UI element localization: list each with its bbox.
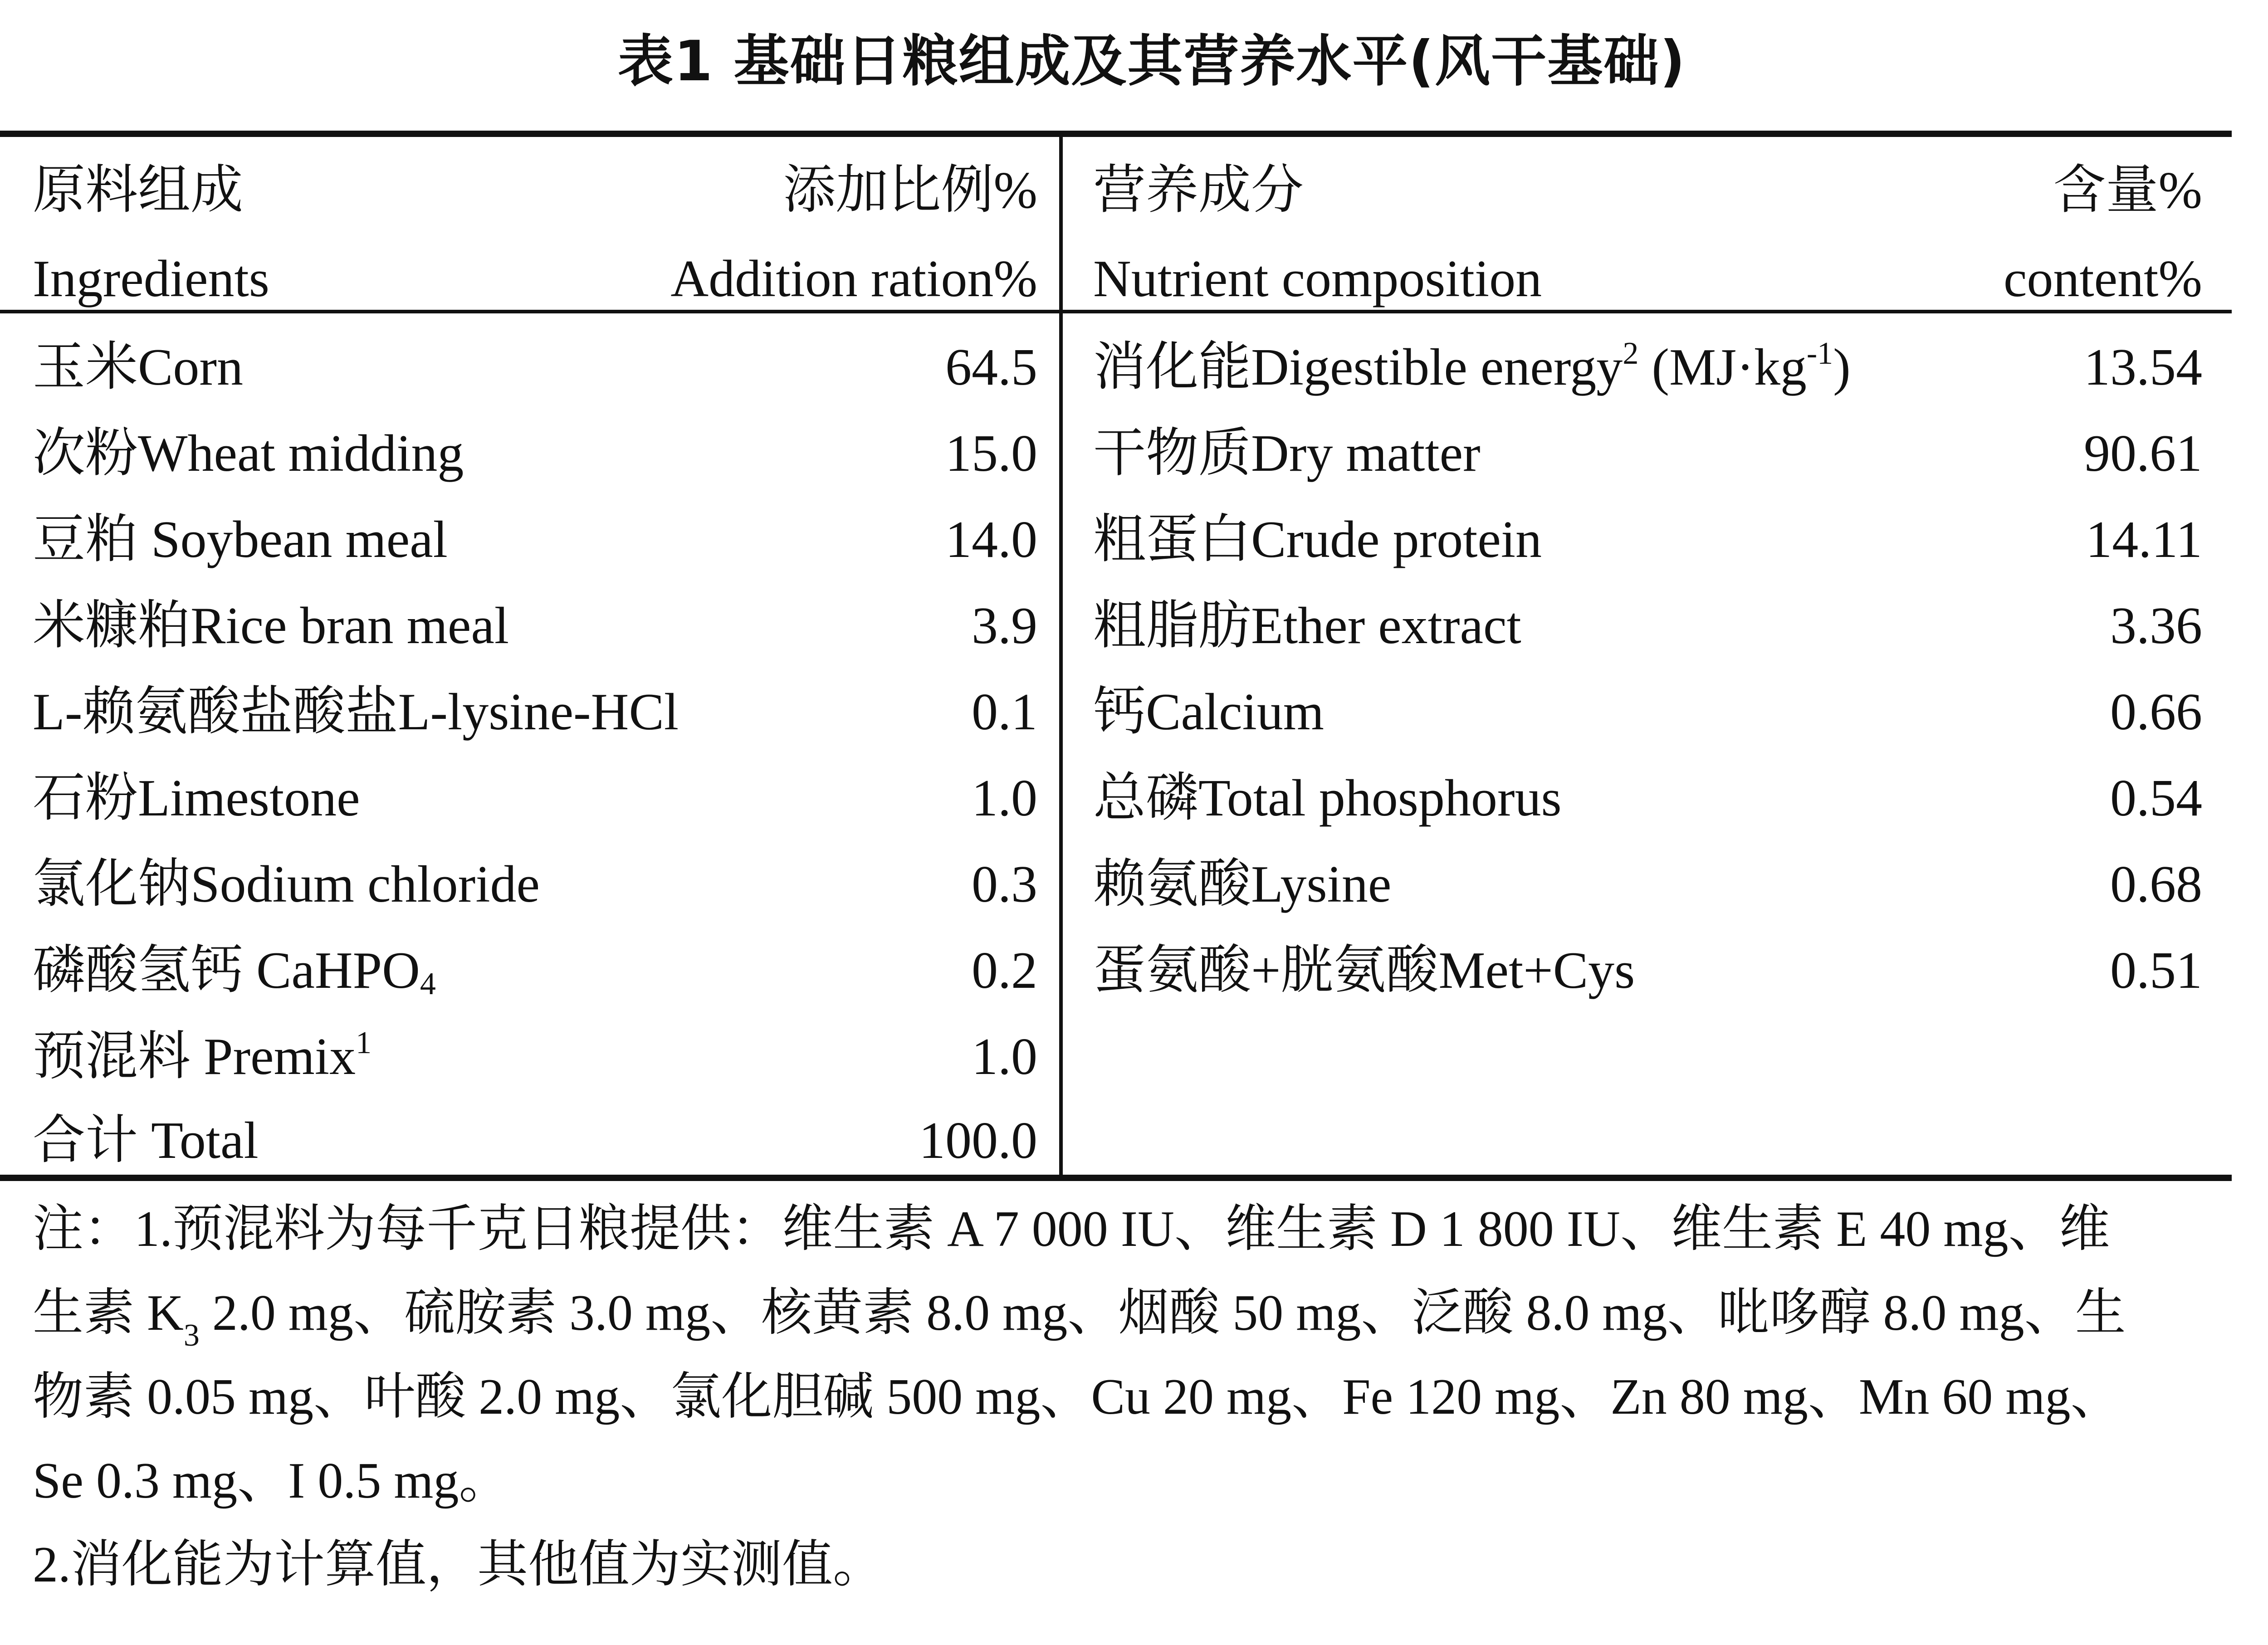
- nutrient-unit: (MJ·kg: [1638, 338, 1807, 396]
- ingredient-name: [33, 937, 436, 1005]
- header-content-en: content%: [2003, 250, 2202, 308]
- header-addition-en: Addition ration%: [670, 250, 1037, 308]
- nutrient-value: 0.66: [2110, 683, 2202, 741]
- note-text: 生素 K: [33, 1285, 184, 1341]
- nutrient-value: 13.54: [2084, 338, 2202, 396]
- subscript: 4: [420, 966, 436, 1001]
- ingredient-name: L-赖氨酸盐酸盐L-lysine-HCl: [33, 683, 679, 741]
- nutrient-name: 粗蛋白Crude protein: [1093, 511, 1542, 569]
- ingredient-value: 15.0: [945, 425, 1037, 483]
- ingredient-name: 豆粕 Soybean meal: [33, 511, 448, 569]
- ingredient-value: 100.0: [919, 1112, 1037, 1170]
- header-content-cn: 含量%: [2053, 161, 2202, 220]
- ingredient-name: 合计 Total: [33, 1112, 259, 1170]
- nutrient-value: 14.11: [2086, 511, 2202, 569]
- nutrient-name: 总磷Total phosphorus: [1093, 769, 1562, 827]
- note-line: [33, 1270, 2268, 1356]
- ingredient-value: 1.0: [972, 769, 1037, 827]
- ingredient-name: 石粉Limestone: [33, 769, 360, 827]
- header-addition-cn: 添加比例%: [783, 161, 1037, 220]
- subscript: 3: [183, 1318, 200, 1353]
- ingredient-name: [33, 1023, 371, 1091]
- ingredient-name-text: 预混料 Premix: [33, 1028, 356, 1086]
- footnote-mark: 2: [1623, 336, 1639, 371]
- nutrient-value: 3.36: [2110, 597, 2202, 655]
- ingredient-value: 0.2: [972, 942, 1037, 1000]
- ingredient-name: 次粉Wheat midding: [33, 425, 464, 483]
- nutrient-value: 0.51: [2110, 942, 2202, 1000]
- ingredient-value: 3.9: [972, 597, 1037, 655]
- ingredient-value: 14.0: [945, 511, 1037, 569]
- header-ingredients-cn: 原料组成: [33, 161, 243, 220]
- nutrient-name: 粗脂肪Ether extract: [1093, 597, 1521, 655]
- ingredient-value: 1.0: [972, 1028, 1037, 1086]
- top-rule: [0, 131, 2232, 137]
- ingredient-name: 米糠粕Rice bran meal: [33, 597, 509, 655]
- header-nutrient-en: Nutrient composition: [1093, 250, 1542, 308]
- footnote-mark: 1: [356, 1025, 372, 1060]
- nutrient-name: 干物质Dry matter: [1093, 425, 1481, 483]
- column-divider: [1059, 137, 1063, 1175]
- note-line: 物素 0.05 mg、叶酸 2.0 mg、氯化胆碱 500 mg、Cu 20 mg、Fe 120 mg、Zn 80 mg、Mn 60 mg、: [33, 1369, 2121, 1425]
- nutrient-name: [1093, 333, 1851, 401]
- nutrient-value: 90.61: [2084, 425, 2202, 483]
- nutrient-name: 赖氨酸Lysine: [1093, 855, 1392, 913]
- bottom-rule: [0, 1175, 2232, 1181]
- note-text: 2.0 mg、硫胺素 3.0 mg、核黄素 8.0 mg、烟酸 50 mg、泛酸 8.0 mg、吡哆醇 8.0 mg、生: [199, 1285, 2126, 1341]
- ingredient-value: 0.3: [972, 855, 1037, 913]
- nutrient-name: 钙Calcium: [1093, 683, 1325, 741]
- note-line: Se 0.3 mg、I 0.5 mg。: [33, 1453, 510, 1509]
- note-line: 2.消化能为计算值，其他值为实测值。: [33, 1537, 884, 1593]
- ingredient-value: 64.5: [945, 338, 1037, 396]
- nutrient-name: 蛋氨酸+胱氨酸Met+Cys: [1093, 942, 1635, 1000]
- header-ingredients-en: Ingredients: [33, 250, 269, 308]
- nutrient-value: 0.54: [2110, 769, 2202, 827]
- nutrient-value: 0.68: [2110, 855, 2202, 913]
- ingredient-name: 玉米Corn: [33, 338, 243, 396]
- unit-exponent: -1: [1806, 336, 1833, 371]
- note-line: 注：1.预混料为每千克日粮提供：维生素 A 7 000 IU、维生素 D 1 800 IU、维生素 E 40 mg、维: [33, 1201, 2110, 1257]
- ingredient-name-text: 磷酸氢钙 CaHPO: [33, 942, 420, 1000]
- nutrient-unit-close: ): [1833, 338, 1851, 396]
- table-title: 表1 基础日粮组成及其营养水平(风干基础): [618, 29, 1686, 93]
- ingredient-name: 氯化钠Sodium chloride: [33, 855, 540, 913]
- ingredient-value: 0.1: [972, 683, 1037, 741]
- header-nutrient-cn: 营养成分: [1093, 161, 1304, 220]
- nutrient-name-text: 消化能Digestible energy: [1093, 338, 1623, 396]
